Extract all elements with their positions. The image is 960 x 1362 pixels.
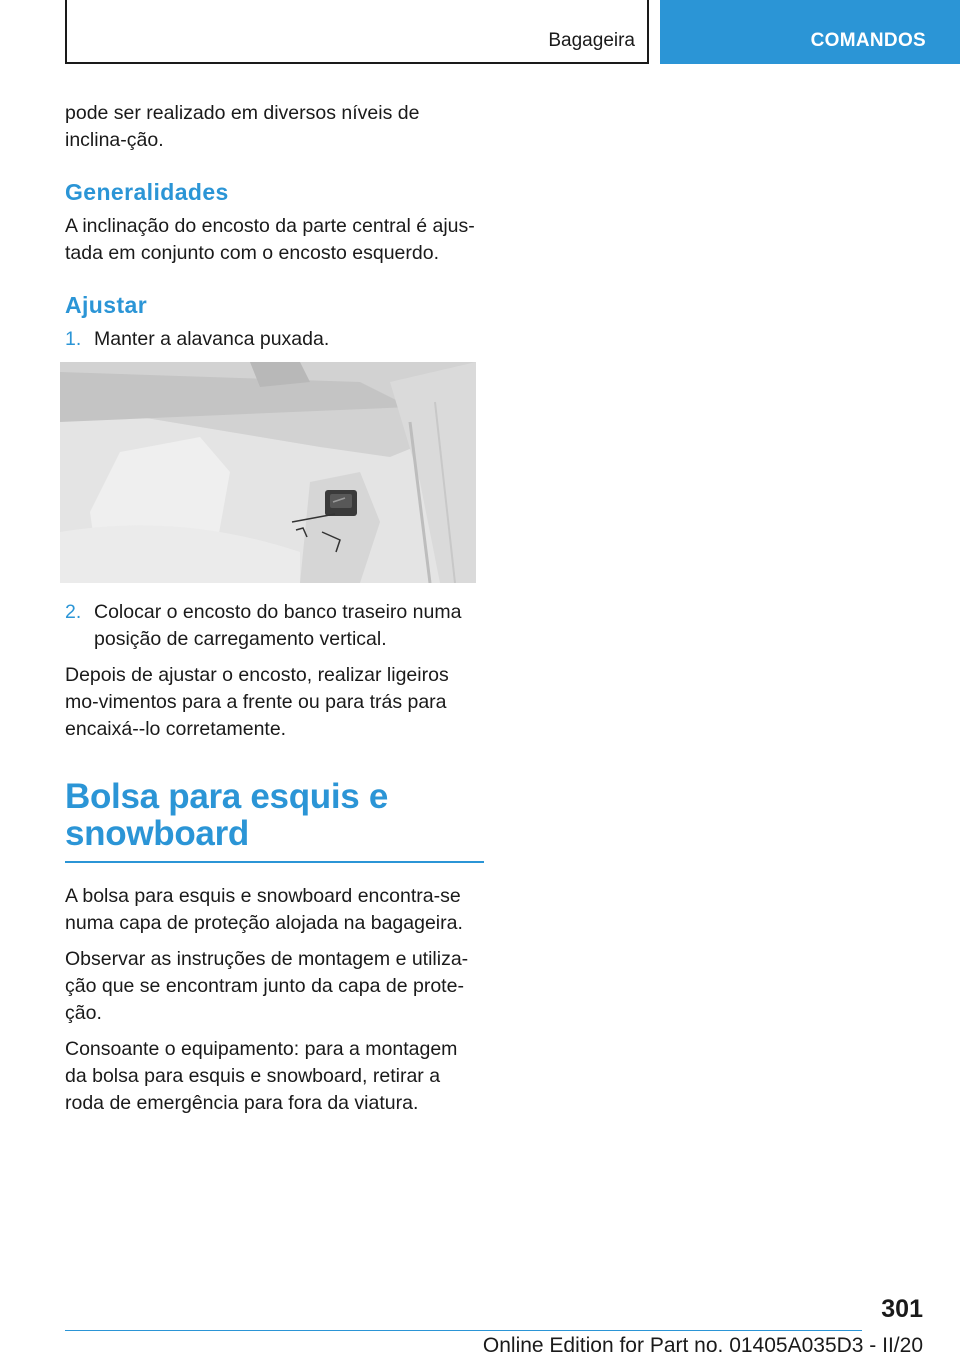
intro-paragraph: pode ser realizado em diversos níveis de inclina-ção.	[65, 102, 420, 151]
after-steps-paragraph: Depois de ajustar o encosto, realizar ligeiros mo-vimentos para a frente ou para trás para encaixá--lo corretamente.	[65, 664, 449, 740]
footer-divider	[65, 1330, 862, 1331]
header-section-box	[65, 0, 649, 64]
bolsa-paragraph: Consoante o equipamento: para a montagem da bolsa para esquis e snowboard, retirar a roda de emergência para fora da viatura.	[65, 1038, 458, 1114]
step-item	[65, 326, 481, 353]
bolsa-paragraph: A bolsa para esquis e snowboard encontra-se numa capa de proteção alojada na bagageira.	[65, 885, 463, 934]
ajustar-heading: Ajustar	[65, 292, 148, 318]
page-number: 301	[881, 1295, 923, 1323]
header-chapter-tab	[660, 0, 960, 64]
step-item	[65, 599, 481, 653]
main-column	[65, 100, 481, 1126]
heading-divider	[65, 861, 484, 863]
bolsa-paragraph: Observar as instruções de montagem e utiliza-ção que se encontram junto da capa de prote-ção.	[65, 948, 469, 1024]
generalidades-heading: Generalidades	[65, 179, 229, 205]
step-number: 1.	[65, 328, 82, 350]
header-chapter-title: COMANDOS	[810, 30, 926, 51]
generalidades-paragraph: A inclinação do encosto da parte central é ajus-tada em conjunto com o encosto esquerdo.	[65, 215, 475, 264]
seat-lever-photo	[60, 362, 476, 583]
step-number: 2.	[65, 601, 82, 623]
bolsa-heading: Bolsa para esquis e snowboard	[65, 777, 389, 853]
footer-edition: Online Edition for Part no. 01405A035D3 - II/20	[482, 1334, 923, 1357]
header-section-title: Bagageira	[548, 30, 635, 51]
step-text: Manter a alavanca puxada.	[94, 328, 330, 350]
step-text: Colocar o encosto do banco traseiro numa posição de carregamento vertical.	[94, 601, 462, 650]
